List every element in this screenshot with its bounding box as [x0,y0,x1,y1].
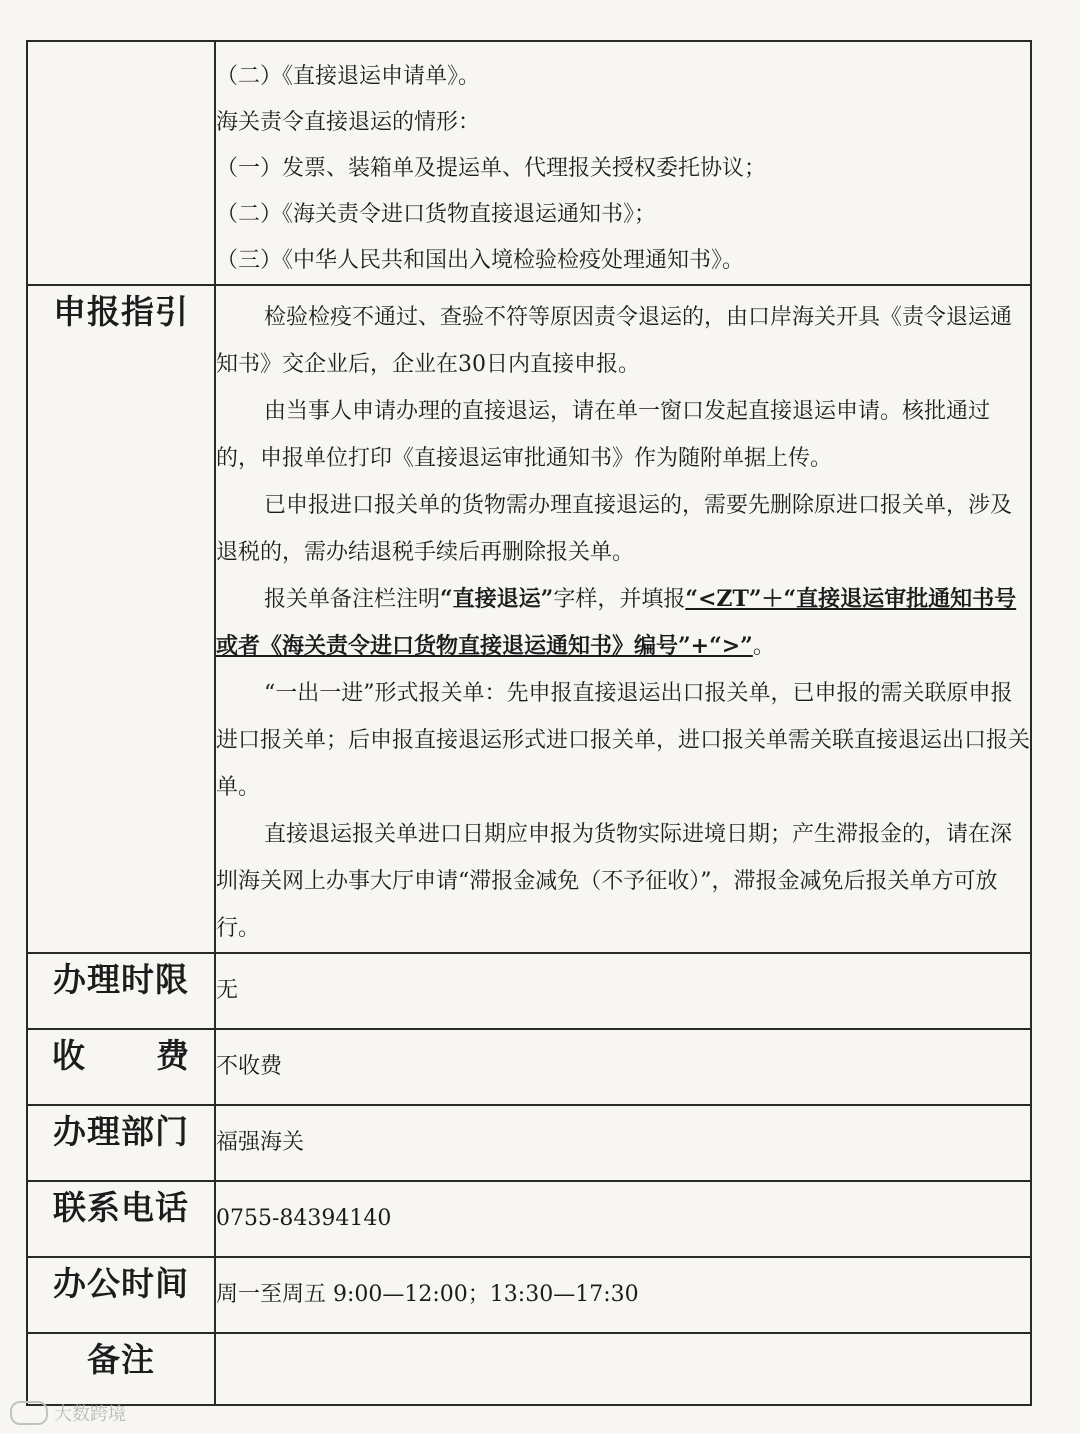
guide-row [27,285,1031,953]
materials-line: （三）《中华人民共和国出入境检验检疫处理通知书》。 [216,248,745,273]
guide-label: 申报指引 [27,285,215,953]
guide-content [215,285,1031,953]
materials-line: 海关责令直接退运的情形： [216,110,481,135]
time-limit-value: 无 [215,953,1031,1029]
hours-value: 周一至周五 9:00—12:00；13:30—17:30 [215,1257,1031,1333]
remarks-value [215,1333,1031,1405]
guide-text: 报关单备注栏注明 [264,587,441,612]
guide-underlined-format: “<ZT”＋“直接退运审批通知书号或者《海关责令进口货物直接退运通知书》编号”+“>” [216,586,1017,659]
remarks-row [27,1333,1031,1405]
dept-row [27,1105,1031,1181]
hours-label: 办公时间 [27,1257,215,1333]
phone-label: 联系电话 [27,1181,215,1257]
materials-label-cell [27,41,215,285]
remarks-label: 备注 [27,1333,215,1405]
materials-content [215,41,1031,285]
guide-paragraph [216,576,1030,670]
guide-paragraph: “一出一进”形式报关单：先申报直接退运出口报关单，已申报的需关联原申报进口报关单；后申报直接退运形式进口报关单，进口报关单需关联直接退运出口报关单。 [216,681,1031,800]
materials-line: （一）发票、装箱单及提运单、代理报关授权委托协议； [216,156,767,181]
guide-paragraph: 已申报进口报关单的货物需办理直接退运的，需要先删除原进口报关单，涉及退税的，需办结退税手续后再删除报关单。 [216,493,1013,565]
service-guide-table [26,40,1032,1406]
fee-label-char: 收 [52,1036,86,1075]
materials-line: （二）《直接退运申请单》。 [216,64,481,89]
fee-label [27,1029,215,1105]
dept-label: 办理部门 [27,1105,215,1181]
materials-line: （二）《海关责令进口货物直接退运通知书》； [216,202,657,227]
time-limit-label: 办理时限 [27,953,215,1029]
guide-emphasis: “直接退运” [440,586,554,612]
dept-value: 福强海关 [215,1105,1031,1181]
guide-paragraph: 直接退运报关单进口日期应申报为货物实际进境日期；产生滞报金的，请在深圳海关网上办事大厅申请“滞报金减免（不予征收）”，滞报金减免后报关单方可放行。 [216,822,1013,941]
phone-value: 0755-84394140 [215,1181,1031,1257]
hours-row [27,1257,1031,1333]
watermark-logo-icon [10,1401,48,1425]
time-limit-row [27,953,1031,1029]
guide-text: 。 [752,634,775,659]
guide-paragraph: 检验检疫不通过、查验不符等原因责令退运的，由口岸海关开具《责令退运通知书》交企业后，企业在30日内直接申报。 [216,305,1013,377]
fee-row [27,1029,1031,1105]
watermark-text: 大数跨境 [54,1404,126,1425]
phone-row [27,1181,1031,1257]
guide-text: 字样，并填报 [553,587,686,612]
materials-row [27,41,1031,285]
watermark [10,1400,126,1426]
fee-value: 不收费 [215,1029,1031,1105]
fee-label-char: 费 [156,1036,190,1075]
guide-paragraph: 由当事人申请办理的直接退运，请在单一窗口发起直接退运申请。核批通过的，申报单位打印《直接退运审批通知书》作为随附单据上传。 [216,399,991,471]
